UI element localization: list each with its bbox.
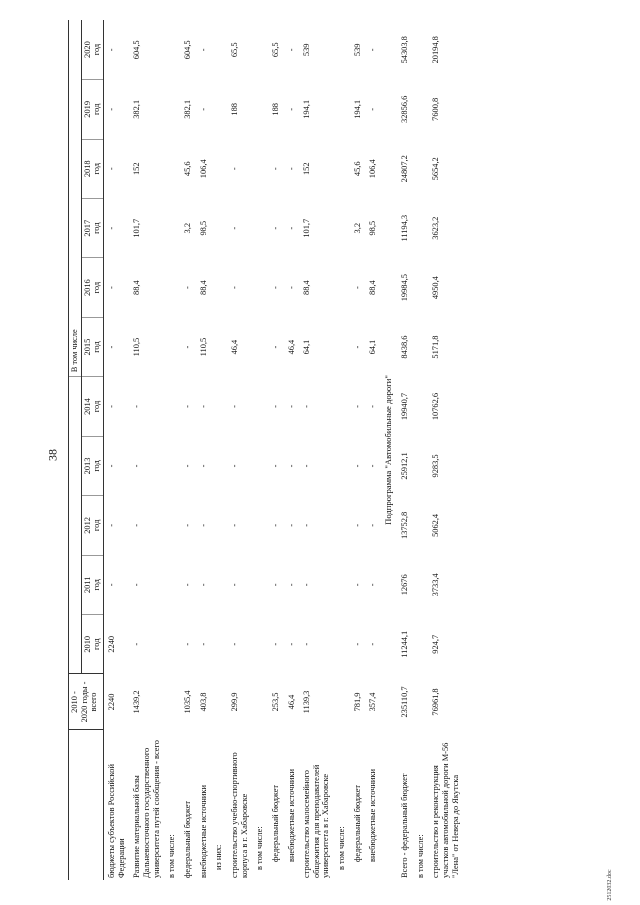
header-year: 2013 год <box>81 436 103 495</box>
row-year-value: 19940,7 <box>399 392 409 421</box>
row-year-value: - <box>270 226 280 230</box>
row-year-value <box>413 80 429 139</box>
row-year-value: - <box>286 226 296 230</box>
row-label: Развитие материальной базы Дальневосточного государственного университета путей сообщения - всего <box>132 740 161 878</box>
row-year-value: - <box>132 642 142 646</box>
header-label-column <box>69 730 104 880</box>
row-total <box>252 674 268 730</box>
row-year-value: - <box>286 583 296 587</box>
row-year-value: 152 <box>132 162 142 176</box>
row-year-value: - <box>198 642 208 646</box>
row-year-value: 604,5 <box>182 40 192 60</box>
row-year-value: - <box>182 524 192 527</box>
header-spacer <box>69 377 82 674</box>
row-year-value: - <box>132 583 142 587</box>
row-label: строительство учебно-спортивного корпуса в г. Хабаровске <box>229 752 249 878</box>
row-year-value: 539 <box>352 43 362 57</box>
row-total: 46,4 <box>286 694 296 710</box>
row-year-value <box>164 258 180 317</box>
header-year: 2019 год <box>81 80 103 139</box>
row-year-value <box>211 80 227 139</box>
row-total: 299,9 <box>229 692 239 712</box>
page-number: 38 <box>45 449 60 461</box>
row-year-value: 88,4 <box>198 280 208 295</box>
row-year-value <box>413 139 429 198</box>
table-header <box>69 20 104 880</box>
row-year-value: 54303,8 <box>399 36 409 64</box>
row-year-value: - <box>106 583 116 587</box>
row-year-value <box>211 198 227 257</box>
row-year-value: - <box>132 405 142 408</box>
row-year-value: 25912,1 <box>399 452 409 480</box>
row-year-value <box>211 20 227 80</box>
table-row <box>252 20 268 880</box>
header-tom-chisle: В том числе <box>69 20 82 377</box>
row-year-value: - <box>302 464 312 468</box>
row-year-value: 65,5 <box>270 42 280 58</box>
row-year-value: 539 <box>302 43 312 57</box>
row-year-value <box>211 555 227 614</box>
row-year-value: 88,4 <box>132 280 142 295</box>
row-year-value: 64,1 <box>302 339 312 355</box>
row-year-value <box>413 615 429 674</box>
row-year-value <box>211 436 227 495</box>
row-year-value <box>252 258 268 317</box>
row-year-value: - <box>286 167 296 171</box>
row-year-value: 106,4 <box>198 159 208 179</box>
row-year-value: - <box>229 464 239 468</box>
table-row <box>103 20 129 880</box>
row-total: 2240 <box>106 693 116 711</box>
row-year-value: 88,4 <box>302 280 312 295</box>
row-total <box>334 674 350 730</box>
row-year-value: 11244,1 <box>399 630 409 658</box>
table-row <box>350 20 366 880</box>
row-year-value: - <box>229 167 239 171</box>
row-year-value <box>252 317 268 376</box>
row-year-value: - <box>352 583 362 587</box>
row-year-value: - <box>182 464 192 468</box>
row-year-value: - <box>352 642 362 646</box>
row-year-value <box>252 377 268 436</box>
row-year-value: 65,5 <box>229 42 239 58</box>
row-total <box>164 674 180 730</box>
row-year-value: - <box>229 524 239 527</box>
row-year-value <box>164 317 180 376</box>
row-year-value <box>164 198 180 257</box>
row-label: федеральный бюджет <box>270 784 280 862</box>
row-year-value <box>211 496 227 555</box>
row-year-value: 7600,8 <box>431 97 441 121</box>
header-year: 2015 год <box>81 317 103 376</box>
row-year-value: - <box>286 464 296 468</box>
row-year-value: 382,1 <box>132 99 142 119</box>
row-year-value: 12676 <box>399 574 409 596</box>
table-row <box>428 20 463 880</box>
row-year-value: - <box>106 226 116 230</box>
row-year-value: 45,6 <box>352 161 362 177</box>
row-year-value: 32856,6 <box>399 95 409 123</box>
row-year-value: 3,2 <box>182 222 192 234</box>
row-year-value: - <box>368 524 378 527</box>
row-year-value: - <box>198 405 208 408</box>
row-year-value: 101,7 <box>302 218 312 238</box>
row-year-value: - <box>270 405 280 408</box>
row-year-value <box>413 555 429 614</box>
table-row <box>164 20 180 880</box>
row-year-value: - <box>302 524 312 527</box>
row-year-value <box>252 555 268 614</box>
row-label: в том числе: <box>415 834 425 878</box>
row-year-value <box>334 317 350 376</box>
row-year-value: - <box>368 642 378 646</box>
row-year-value: - <box>106 286 116 290</box>
row-year-value: 24807,2 <box>399 155 409 183</box>
row-year-value: - <box>132 464 142 468</box>
row-year-value: - <box>286 286 296 290</box>
row-year-value: 46,4 <box>286 339 296 355</box>
row-year-value: - <box>286 524 296 527</box>
row-label: в том числе: <box>337 826 347 870</box>
row-year-value <box>164 377 180 436</box>
row-year-value: - <box>286 642 296 646</box>
row-year-value: 194,1 <box>302 99 312 119</box>
row-year-value: - <box>106 107 116 111</box>
row-year-value: 98,5 <box>198 220 208 236</box>
row-year-value <box>413 20 429 80</box>
header-year: 2020 год <box>81 20 103 80</box>
table-row <box>180 20 196 880</box>
row-year-value: - <box>368 405 378 408</box>
row-year-value: 5654,2 <box>431 157 441 181</box>
table-row <box>365 20 381 880</box>
row-year-value <box>413 496 429 555</box>
header-year: 2014 год <box>81 377 103 436</box>
row-year-value: - <box>229 405 239 408</box>
row-label: в том числе: <box>167 834 177 878</box>
row-year-value: - <box>352 405 362 408</box>
row-year-value: 3733,4 <box>431 573 441 597</box>
row-year-value <box>252 615 268 674</box>
row-year-value: 110,5 <box>198 337 208 357</box>
row-year-value: - <box>106 464 116 468</box>
row-year-value: - <box>198 107 208 111</box>
row-year-value: 924,7 <box>431 634 441 654</box>
row-year-value: 188 <box>229 103 239 116</box>
row-year-value: - <box>106 524 116 527</box>
row-year-value: 45,6 <box>182 161 192 177</box>
row-label: строительство и реконструкция участков автомобильной дороги М-56 "Лена" от Невера до Якутска <box>431 742 460 878</box>
row-year-value: 5062,4 <box>431 513 441 537</box>
financing-table <box>68 20 463 880</box>
table-body <box>103 20 463 880</box>
row-total: 253,5 <box>270 692 280 712</box>
row-year-value: - <box>302 405 312 408</box>
row-label: внебюджетные источники <box>368 769 378 862</box>
row-year-value: 2240 <box>106 635 116 653</box>
row-year-value: - <box>106 345 116 349</box>
row-year-value <box>164 496 180 555</box>
row-year-value: - <box>229 286 239 290</box>
row-total: 1139,3 <box>302 690 312 714</box>
row-label: внебюджетные источники <box>198 785 208 878</box>
row-year-value: - <box>302 642 312 646</box>
row-year-value: - <box>270 583 280 587</box>
row-label: федеральный бюджет <box>352 784 362 862</box>
subprogram-row <box>381 20 397 880</box>
row-year-value <box>334 198 350 257</box>
table-row <box>268 20 284 880</box>
row-year-value: 4950,4 <box>431 276 441 300</box>
header-year: 2011 год <box>81 555 103 614</box>
row-year-value: - <box>229 583 239 587</box>
header-period-total: 2010 - 2020 годы - всего <box>69 674 104 730</box>
row-year-value <box>334 80 350 139</box>
row-year-value <box>413 198 429 257</box>
row-year-value: - <box>182 286 192 290</box>
row-total: 235110,7 <box>399 686 409 718</box>
row-year-value: - <box>270 524 280 527</box>
row-year-value <box>334 496 350 555</box>
row-year-value: 9283,5 <box>431 454 441 478</box>
row-year-value <box>252 80 268 139</box>
row-total: 403,8 <box>198 692 208 712</box>
row-year-value: - <box>182 405 192 408</box>
row-year-value <box>252 20 268 80</box>
row-year-value <box>413 377 429 436</box>
row-label: в том числе: <box>255 826 265 870</box>
row-year-value <box>252 198 268 257</box>
row-year-value <box>413 436 429 495</box>
row-year-value: 110,5 <box>132 337 142 357</box>
row-year-value <box>164 139 180 198</box>
row-year-value: - <box>352 524 362 527</box>
header-year: 2012 год <box>81 496 103 555</box>
row-year-value: - <box>286 48 296 52</box>
row-year-value <box>211 615 227 674</box>
row-year-value: - <box>270 642 280 646</box>
row-year-value: 11194,3 <box>399 214 409 242</box>
row-year-value: 3623,2 <box>431 216 441 240</box>
row-year-value <box>252 139 268 198</box>
row-year-value: - <box>352 464 362 468</box>
row-year-value: 382,1 <box>182 99 192 119</box>
row-total: 1035,4 <box>182 690 192 714</box>
row-year-value <box>211 139 227 198</box>
row-label: внебюджетные источники <box>286 769 296 862</box>
row-year-value: 19984,5 <box>399 274 409 302</box>
row-label: Всего - федеральный бюджет <box>399 773 409 878</box>
row-year-value: 188 <box>270 103 280 116</box>
row-year-value: - <box>198 48 208 52</box>
row-year-value: - <box>270 286 280 290</box>
row-label: федеральный бюджет <box>182 800 192 878</box>
row-year-value: - <box>229 642 239 646</box>
row-year-value <box>211 377 227 436</box>
row-year-value <box>164 436 180 495</box>
row-year-value: 194,1 <box>352 99 362 119</box>
row-year-value: - <box>270 345 280 349</box>
row-year-value <box>334 436 350 495</box>
row-year-value <box>211 317 227 376</box>
row-year-value <box>334 258 350 317</box>
row-year-value: 88,4 <box>368 280 378 295</box>
row-year-value <box>164 80 180 139</box>
row-year-value <box>334 139 350 198</box>
row-total: 357,4 <box>368 692 378 712</box>
row-year-value <box>164 20 180 80</box>
table-row <box>196 20 212 880</box>
row-year-value: - <box>106 405 116 408</box>
row-year-value: - <box>286 107 296 111</box>
row-year-value: - <box>106 167 116 171</box>
subprogram-title: Подпрограмма "Автомобильные дороги" <box>383 375 394 525</box>
row-year-value: - <box>352 345 362 349</box>
row-year-value: 13752,8 <box>399 511 409 539</box>
row-year-value: 64,1 <box>368 339 378 355</box>
row-year-value <box>334 20 350 80</box>
row-year-value: 152 <box>302 162 312 176</box>
row-year-value: - <box>198 583 208 587</box>
table-row <box>413 20 429 880</box>
table-row <box>129 20 164 880</box>
row-total: 76961,8 <box>431 688 441 716</box>
row-year-value: - <box>270 167 280 171</box>
row-year-value: - <box>352 286 362 290</box>
row-year-value: - <box>198 524 208 527</box>
row-year-value: 20194,8 <box>431 36 441 64</box>
header-year: 2010 год <box>81 615 103 674</box>
row-year-value <box>334 615 350 674</box>
row-year-value: - <box>182 583 192 587</box>
table-row <box>211 20 227 880</box>
row-year-value <box>164 615 180 674</box>
rotated-table-container <box>68 20 578 880</box>
row-year-value: - <box>106 48 116 52</box>
table-row <box>299 20 334 880</box>
row-total: 1439,2 <box>132 690 142 714</box>
header-year: 2016 год <box>81 258 103 317</box>
row-year-value <box>252 436 268 495</box>
row-year-value: - <box>368 107 378 111</box>
row-year-value: - <box>198 464 208 468</box>
header-year: 2017 год <box>81 198 103 257</box>
row-label: из них: <box>214 844 224 870</box>
row-year-value: 106,4 <box>368 159 378 179</box>
row-year-value: - <box>270 464 280 468</box>
row-year-value: - <box>182 345 192 349</box>
row-year-value: - <box>368 583 378 587</box>
row-year-value: - <box>368 464 378 468</box>
footer-document-code: 2512032.doc <box>607 869 613 901</box>
header-year: 2018 год <box>81 139 103 198</box>
row-year-value <box>211 258 227 317</box>
row-total <box>211 674 227 730</box>
row-year-value: - <box>229 226 239 230</box>
row-label: бюджеты субъектов Российской Федерации <box>106 764 126 878</box>
table-row <box>397 20 413 880</box>
row-year-value: - <box>132 524 142 527</box>
row-year-value: - <box>302 583 312 587</box>
row-year-value: 10762,6 <box>431 392 441 421</box>
row-year-value: - <box>286 405 296 408</box>
row-total: 781,9 <box>352 692 362 712</box>
row-year-value <box>413 317 429 376</box>
row-year-value: 98,5 <box>368 220 378 236</box>
row-year-value: 46,4 <box>229 339 239 355</box>
row-year-value <box>334 555 350 614</box>
row-year-value: 101,7 <box>132 218 142 238</box>
table-row <box>334 20 350 880</box>
row-year-value: 3,2 <box>352 222 362 234</box>
row-year-value: 5171,8 <box>431 335 441 359</box>
row-year-value <box>413 258 429 317</box>
table-row <box>284 20 300 880</box>
row-year-value: 8438,6 <box>399 335 409 359</box>
row-year-value: 604,5 <box>132 40 142 60</box>
row-year-value <box>252 496 268 555</box>
table-row <box>227 20 252 880</box>
row-year-value: - <box>182 642 192 646</box>
row-year-value <box>164 555 180 614</box>
row-label: строительство малосемейного общежития для преподавателей университета в г. Хабаровске <box>302 764 331 878</box>
row-total <box>413 674 429 730</box>
row-year-value <box>334 377 350 436</box>
row-year-value: - <box>368 48 378 52</box>
